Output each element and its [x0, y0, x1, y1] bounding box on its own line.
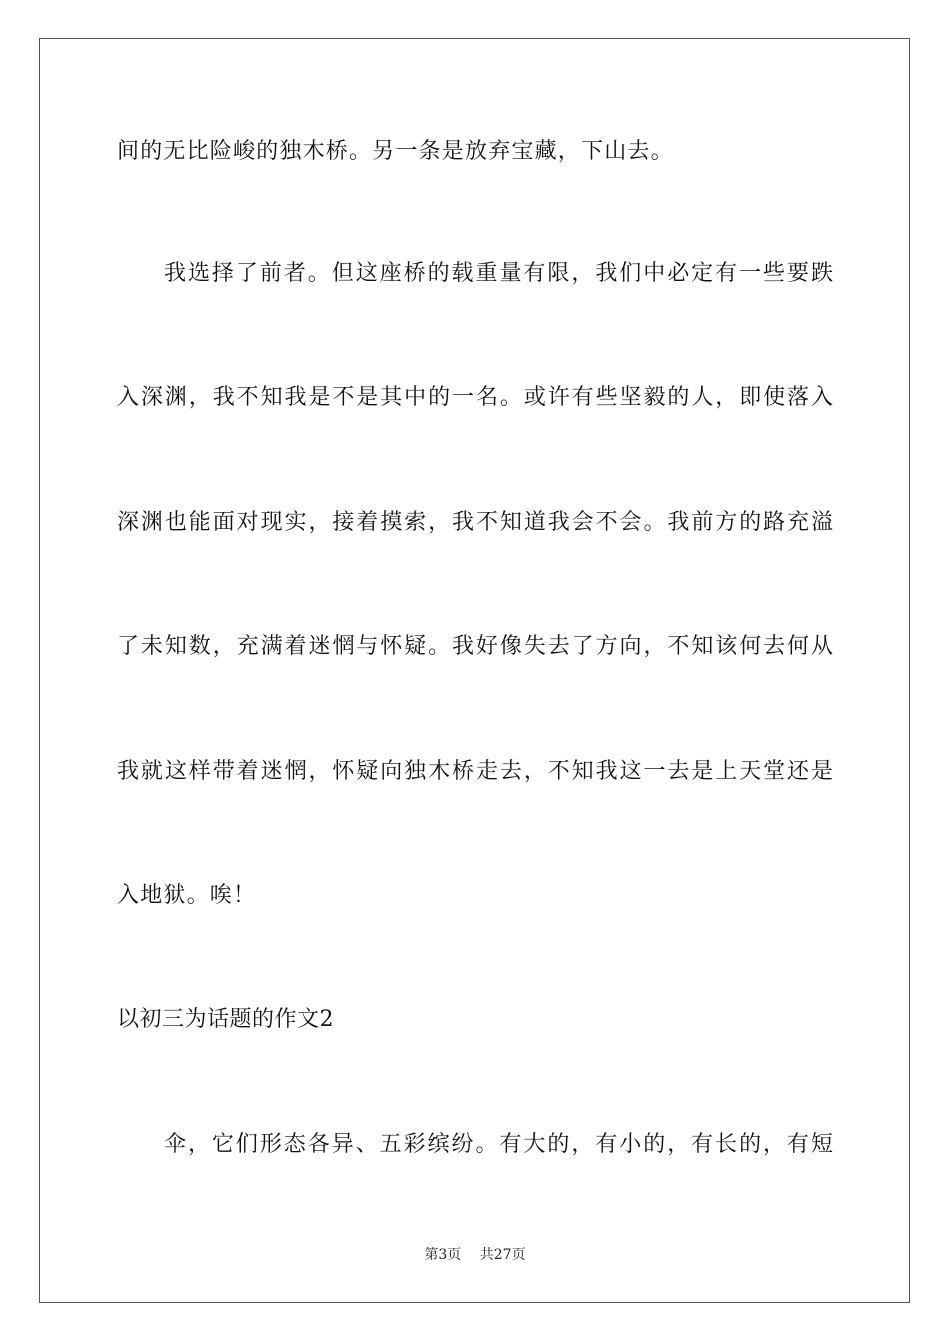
text-line-7: 入地狱。唉！	[117, 883, 257, 908]
text-line-2: 我选择了前者。但这座桥的载重量有限，我们中必定有一些要跌	[164, 261, 833, 286]
text-line-1: 间的无比险峻的独木桥。另一条是放弃宝藏，下山去。	[117, 139, 674, 164]
text-line-6: 我就这样带着迷惘，怀疑向独木桥走去，不知我这一去是上天堂还是	[117, 759, 833, 784]
page-total: 共27页	[479, 1247, 526, 1263]
page-number: 第3页	[424, 1247, 462, 1263]
page-footer	[0, 1246, 950, 1264]
text-line-5: 了未知数，充满着迷惘与怀疑。我好像失去了方向，不知该何去何从	[117, 634, 833, 659]
text-line-4: 深渊也能面对现实，接着摸索，我不知道我会不会。我前方的路充溢	[117, 510, 833, 535]
text-line-9: 伞，它们形态各异、五彩缤纷。有大的，有小的，有长的，有短	[164, 1132, 833, 1157]
text-line-3: 入深渊，我不知我是不是其中的一名。或许有些坚毅的人，即使落入	[117, 385, 833, 410]
page-border	[39, 38, 910, 1303]
section-heading: 以初三为话题的作文2	[117, 1007, 334, 1032]
